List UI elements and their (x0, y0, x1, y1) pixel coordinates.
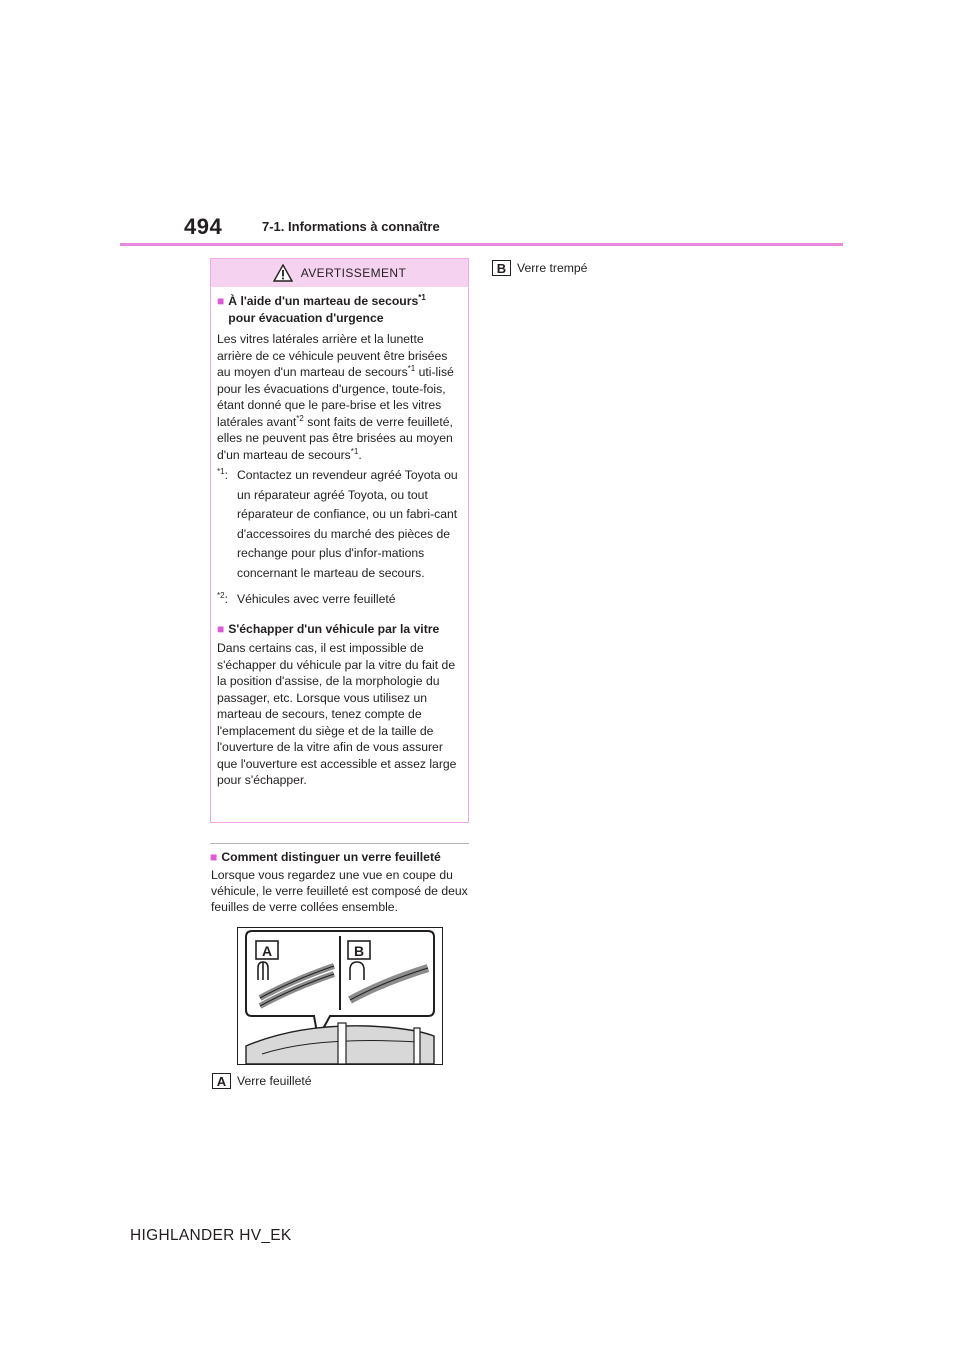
caption-text-a: Verre feuilleté (237, 1074, 312, 1088)
paragraph-text: sont faits de verre feuilleté, elles ne peuvent pas être brisées au moyen d'un marteau de secours (217, 414, 453, 462)
footnote-ref: *1 (350, 446, 359, 456)
paragraph-text: . (358, 447, 362, 462)
warning-subheading-1 (217, 293, 462, 326)
paragraph-text: uti-lisé pour les évacuations d'urgence, toute-fois, étant donné que le pare-brise et les vitres latérales avant (217, 365, 454, 429)
warning-paragraph-2: Dans certains cas, il est impossible de s'échapper du véhicule par la vitre du fait de la position d'assise, de la morphologie du passager, etc. Lorsque vous utilisez un marteau de secours, tenez compte de l'emplacement du siège et de la taille de l'ouverture de la vitre afin de vous assurer que l'ouverture est accessible et assez large pour s'échapper. (217, 641, 457, 787)
warning-title: AVERTISSEMENT (300, 266, 407, 280)
warning-subheading-2 (217, 621, 462, 638)
footer-model: HIGHLANDER HV_EK (130, 1227, 292, 1244)
footnote-text: Contactez un revendeur agréé Toyota ou un réparateur agréé Toyota, ou tout réparateur de confiance, ou un fabri-cant d'accessoires du marché des pièces de rechange pour plus d'infor-mations concernant le marteau de secours. (237, 468, 458, 580)
warning-box (210, 258, 469, 823)
footnote-ref: *2 (296, 413, 304, 423)
footnote-mark: *2 (217, 591, 225, 600)
footnote-2: $^{*2}$: Véhicules avec verre feuilleté (217, 590, 462, 610)
glass-diagram (238, 928, 442, 1064)
warning-header (211, 259, 468, 287)
subheading-text: S'échapper d'un véhicule par la vitre (228, 621, 440, 636)
glass-illustration (237, 927, 443, 1065)
footnote-mark: *1 (217, 467, 225, 476)
paragraph-text: Les vitres latérales arrière et la lunette arrière de ce véhicule peuvent être brisées au moyen d'un marteau de secours (217, 332, 448, 379)
section-body: Lorsque vous regardez une vue en coupe du véhicule, le verre feuilleté est composé de deux feuilles de verre collées ensemble. (211, 868, 468, 915)
footnote-ref: *1 (418, 293, 426, 302)
label-a: A (262, 943, 273, 959)
subheading-text: À l'aide d'un marteau de secours (228, 294, 419, 308)
section-heading (210, 850, 441, 864)
caption-text-b: Verre trempé (517, 261, 588, 275)
caption-letter-b: B (492, 260, 511, 276)
page-number: 494 (184, 214, 223, 239)
warning-triangle-icon (273, 264, 293, 282)
caption-letter-a: A (212, 1073, 231, 1089)
section-title: 7-1. Informations à connaître (262, 219, 440, 234)
square-bullet-icon: ■ (217, 621, 225, 636)
caption-laminated (212, 1073, 312, 1089)
section-heading-text: Comment distinguer un verre feuilleté (221, 850, 441, 864)
label-b: B (354, 943, 365, 959)
section-separator (210, 843, 469, 844)
subheading-text-cont: pour évacuation d'urgence (228, 310, 384, 325)
square-bullet-icon: ■ (210, 850, 218, 864)
footnote-text: Véhicules avec verre feuilleté (237, 592, 396, 606)
footnote-1: $^{*1}$: Contactez un revendeur agréé Toyota ou un réparateur agréé Toyota, ou tout réparateur de confiance, ou un fabri-cant d'accessoires du marché des pièces de rechange pour plus d'infor-mations concernant le marteau de secours. (217, 466, 462, 583)
header-rule (120, 243, 843, 246)
square-bullet-icon: ■ (217, 294, 225, 308)
caption-tempered (492, 260, 587, 276)
warning-paragraph-1 (217, 331, 462, 463)
footnote-ref: *1 (407, 364, 416, 373)
